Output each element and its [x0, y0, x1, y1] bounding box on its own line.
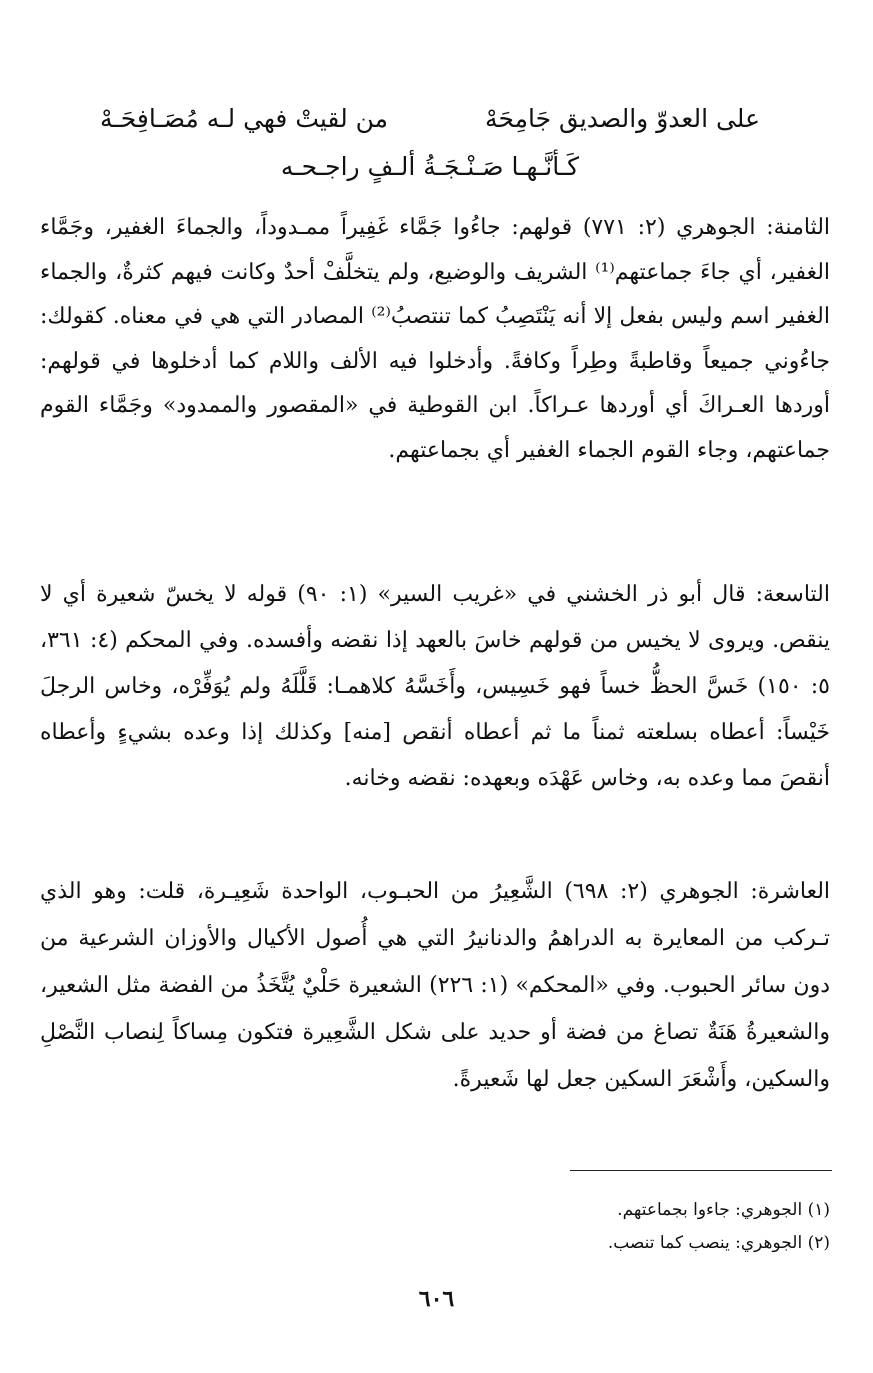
- footnote-1: (١) الجوهري: جاءوا بجماعتهم.: [617, 1200, 830, 1220]
- footnote-separator: [570, 1170, 832, 1171]
- verse-hemistich-center: كَـأنَّـهـا صَـنْـجَـةُ ألـفٍ راجـحـه: [280, 152, 580, 181]
- paragraph-ninth: التاسعة: قال أبو ذر الخشني في «غريب السير» (١: ٩٠) قوله لا يخسّ شعيرة أي لا ينقص. ويروى لا يخيس من قولهم خاسَ بالعهد إذا نقضه وأفسده. وفي المحكم (٤: ٣٦١، ٥: ١٥٠) خَسَّ الحظُّ خساً فهو خَسِيس، وأَخَسَّهُ كلاهمـا: قَلَّلَهُ ولم يُوَفِّرْه، وخاس الرجلَ خَيْساً: أعطاه بسلعته ثمناً ما ثم أعطاه أنقص [منه] وكذلك إذا وعده بشيءٍ وأعطاه أنقصَ مما وعده به، وخاس عَهْدَه وبعهده: نقضه وخانه.: [40, 582, 830, 791]
- page-number: ٦٠٦: [418, 1286, 455, 1312]
- footnote-2: (٢) الجوهري: ينصب كما تنصب.: [607, 1233, 830, 1253]
- verse-hemistich-left: من لقيتْ فهي لـه مُصَـافِحَـهْ: [100, 104, 389, 133]
- paragraph-eighth: الثامنة: الجوهري (٢: ٧٧١) قولهم: جاءُوا جَمَّاء غَفِيراً ممـدوداً، والجماءَ الغفير، وجَمَّاء الغفير، أي جاءَ جماعتهم⁽¹⁾ الشريف والوضيع، ولم يتخلَّفْ أحدٌ وكانت فيهم كثرةٌ، والجماء الغفير اسم وليس بفعل إلا أنه يَنْتَصِبُ كما تنتصبُ⁽²⁾ المصادر التي هي في معناه. كقولك: جاءُوني جميعاً وقاطبةً وطِراً وكافةً. وأدخلوا فيه الألف واللام كما أدخلوها في قولهم: أوردها العـراكَ أي أوردها عـراكاً. ابن القوطية في «المقصور والممدود» وجَمَّاء القوم جماعتهم، وجاء القوم الجماء الغفير أي بجماعتهم.: [40, 215, 831, 463]
- footnotes: [400, 1194, 830, 1260]
- verse-hemistich-right: على العدوّ والصديق جَامِحَهْ: [485, 104, 760, 133]
- paragraph-tenth: العاشرة: الجوهري (٢: ٦٩٨) الشَّعِيرُ من الحبـوب، الواحدة شَعِيـرة، قلت: وهو الذي تـركب من المعايرة به الدراهمُ والدنانيرُ التي هي أُصول الأكيال والأوزان الشرعية من دون سائر الحبوب. وفي «المحكم» (١: ٢٢٦) الشعيرة حَلْيٌ يُتَّخَذُ من الفضة مثل الشعير، والشعيرةُ هَنَةٌ تصاغ من فضة أو حديد على شكل الشَّعِيرة فتكون مِساكاً لِنصاب النَّصْلِ والسكين، وأَشْعَرَ السكين جعل لها شَعيرةً.: [40, 879, 831, 1092]
